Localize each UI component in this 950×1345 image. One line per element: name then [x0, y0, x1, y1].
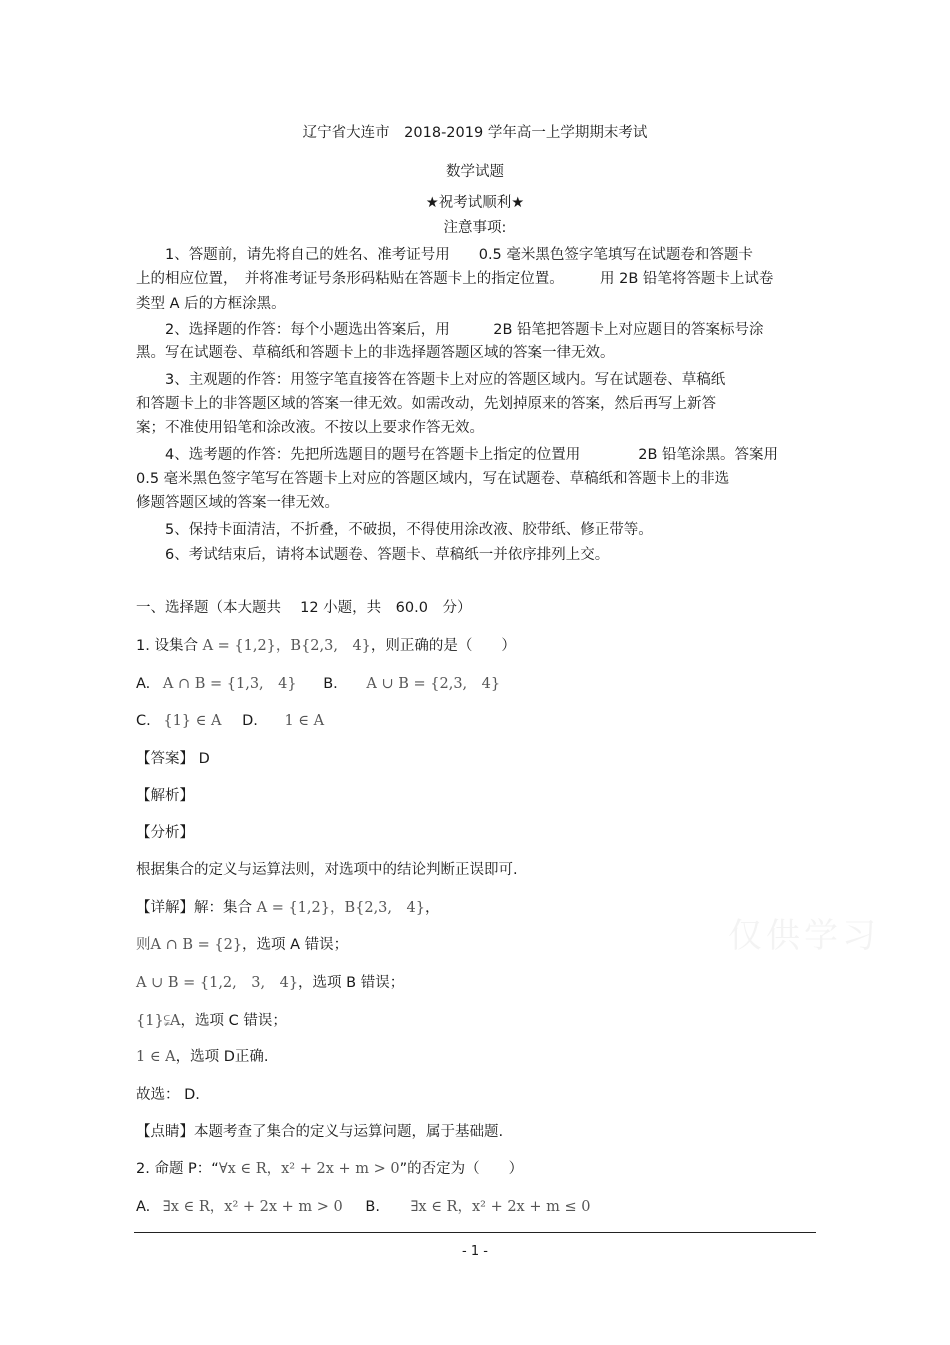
option-b-text: ∃x ∈ R，x² + 2x + m ≤ 0 [410, 1199, 591, 1215]
math-expression: A ∪ B = {1,2, 3, 4} [136, 975, 299, 991]
instruction-line: 黑。写在试题卷、草稿纸和答题卡上的非选择题答题区域的答案一律无效。 [136, 345, 615, 361]
good-luck-line: ★祝考试顺利★ [425, 195, 525, 211]
question-1-options-ab [136, 674, 500, 694]
option-a-text: A ∩ B = {1,3, 4} [162, 676, 297, 692]
notice-title: 注意事项: [443, 220, 507, 236]
page-number: - 1 - [462, 1244, 488, 1259]
subject-title: 数学试题 [446, 164, 504, 180]
option-b-label: B. [323, 676, 338, 692]
instruction-line: 类型 A 后的方框涂黑。 [136, 296, 286, 312]
math-expression: 则A ∩ B = {2} [136, 937, 243, 953]
instruction-line: 6、考试结束后，请将本试题卷、答题卡、草稿纸一并依序排列上交。 [136, 547, 610, 563]
instruction-line: 修题答题区域的答案一律无效。 [136, 495, 339, 511]
instruction-line: 5、保持卡面清洁，不折叠，不破损，不得使用涂改液、胶带纸、修正带等。 [136, 522, 653, 538]
math-expression: {1}⫋A [136, 1013, 181, 1029]
instruction-line: 2、选择题的作答：每个小题选出答案后，用 2B 铅笔把答题卡上对应题目的答案标号涂 [136, 322, 764, 338]
instruction-line: 4、选考题的作答：先把所选题目的题号在答题卡上指定的位置用 2B 铅笔涂黑。答案用 [136, 447, 779, 463]
footer-divider [134, 1232, 816, 1233]
math-expression: A = {1,2}，B{2,3, 4} [256, 900, 425, 916]
math-expression: 1 ∈ A [136, 1049, 176, 1065]
conclusion-line: 故选： D. [136, 1087, 200, 1103]
detail-line: 【详解】解：集合 A = {1,2}，B{2,3, 4}， [136, 900, 440, 916]
question-1-options-cd [136, 711, 324, 731]
solution-step: 1 ∈ A，选项 D正确. [136, 1049, 269, 1065]
instruction-line: 0.5 毫米黑色签字笔写在答题卡上对应的答题区域内，写在试题卷、草稿纸和答题卡上的非选 [136, 471, 730, 487]
option-b-label: B. [365, 1199, 380, 1215]
instruction-line: 案；不准使用铅笔和涂改液。不按以上要求作答无效。 [136, 420, 484, 436]
solution-step: 则A ∩ B = {2}，选项 A 错误； [136, 937, 349, 953]
option-c-text: {1} ∈ A [163, 713, 222, 729]
analysis-heading: 【解析】 [136, 788, 194, 804]
instruction-line: 上的相应位置， 并将准考证号条形码粘贴在答题卡上的指定位置。 用 2B 铅笔将答题卡上试卷 [136, 271, 774, 287]
fenxi-text: 根据集合的定义与运算法则，对选项中的结论判断正误即可. [136, 862, 518, 878]
option-c-label: C. [136, 713, 151, 729]
comment-line: 【点睛】本题考查了集合的定义与运算问题，属于基础题. [136, 1124, 504, 1140]
math-expression: ∀x ∈ R，x² + 2x + m > 0 [218, 1161, 400, 1177]
option-b-text: A ∪ B = {2,3, 4} [366, 676, 501, 692]
instruction-line: 1、答题前，请先将自己的姓名、准考证号用 0.5 毫米黑色签字笔填写在试题卷和答题卡 [136, 247, 753, 263]
solution-step: A ∪ B = {1,2, 3, 4}，选项 B 错误； [136, 975, 405, 991]
option-d-text: 1 ∈ A [284, 713, 325, 729]
option-a-label: A. [136, 1199, 151, 1215]
option-a-label: A. [136, 676, 151, 692]
exam-title: 辽宁省大连市 2018-2019 学年高一上学期期末考试 [302, 125, 648, 141]
solution-step: {1}⫋A，选项 C 错误； [136, 1013, 287, 1029]
watermark: 仅供学习 [728, 916, 880, 956]
option-a-text: ∃x ∈ R，x² + 2x + m > 0 [162, 1199, 343, 1215]
instruction-line: 3、主观题的作答：用签字笔直接答在答题卡上对应的答题区域内。写在试题卷、草稿纸 [136, 372, 726, 388]
answer-line: 【答案】 D [136, 751, 210, 767]
math-expression: A = {1,2}，B{2,3, 4} [202, 638, 371, 654]
fenxi-heading: 【分析】 [136, 825, 194, 841]
question-2-options-ab [136, 1197, 590, 1217]
question-1-stem: 1. 设集合 A = {1,2}，B{2,3, 4}，则正确的是（ ） [136, 638, 516, 654]
instruction-line: 和答题卡上的非答题区域的答案一律无效。如需改动，先划掉原来的答案，然后再写上新答 [136, 396, 716, 412]
section-heading: 一、选择题（本大题共 12 小题，共 60.0 分） [136, 600, 472, 616]
question-2-stem: 2. 命题 P：“∀x ∈ R，x² + 2x + m > 0”的否定为（ ） [136, 1161, 524, 1177]
option-d-label: D. [242, 713, 258, 729]
